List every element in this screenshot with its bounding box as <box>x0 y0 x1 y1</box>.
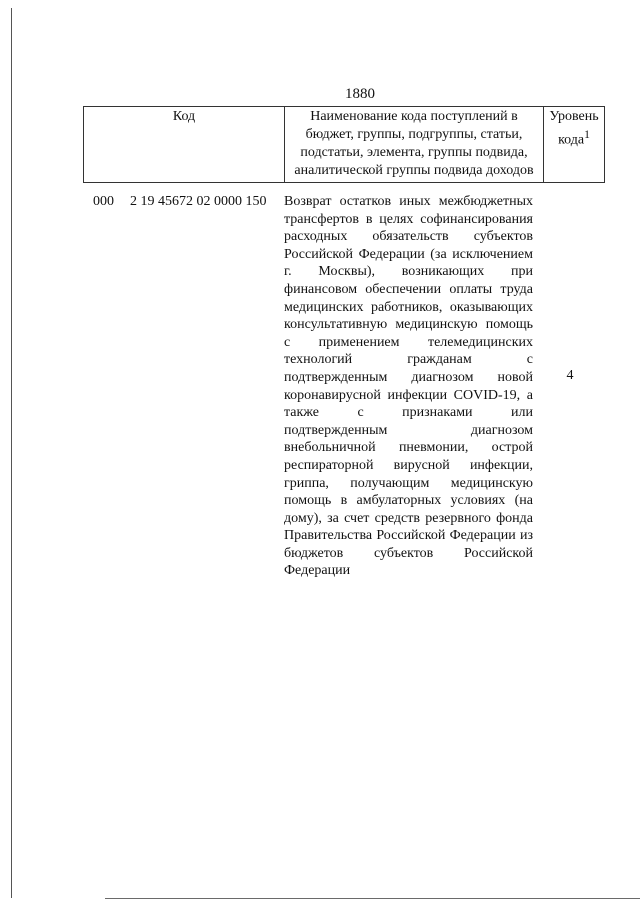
scan-bottom-edge <box>105 898 640 899</box>
level-column-label: Уровень кода <box>549 109 599 148</box>
code-column-header: Код <box>84 107 285 183</box>
page-number: 1880 <box>345 86 375 102</box>
income-description: Возврат остатков иных межбюджетных трансфертов в целях софинансирования расходных обязательств субъектов Российской Федерации (за исключением г. Москвы), возникающих при финансовом обеспечении оплаты труда медицинских работников, оказывающих консультативную медицинскую помощь с применением телемедицинских технологий гражданам с подтвержденным диагнозом новой коронавирусной инфекции COVID-19, а также с признаками или подтвержденным диагнозом внебольничной пневмонии, острой респираторной вирусной инфекции, гриппа, получающим медицинскую помощь в амбулаторных условиях (на дому), за счет средств резервного фонда Правительства Российской Федерации из бюджетов субъектов Российской Федерации <box>284 194 533 579</box>
scan-left-edge <box>11 8 12 898</box>
table-header-row <box>84 107 605 183</box>
code-level: 4 <box>566 368 574 383</box>
level-footnote-marker: 1 <box>584 128 590 141</box>
administrator-code: 000 <box>93 194 114 209</box>
income-code-table-header <box>83 106 605 183</box>
income-code: 2 19 45672 02 0000 150 <box>130 194 267 209</box>
name-column-header: Наименование кода поступлений в бюджет, группы, подгруппы, статьи, подстатьи, элемента, группы подвида, аналитической группы подвида доходов <box>285 107 544 183</box>
level-column-header <box>544 107 605 183</box>
